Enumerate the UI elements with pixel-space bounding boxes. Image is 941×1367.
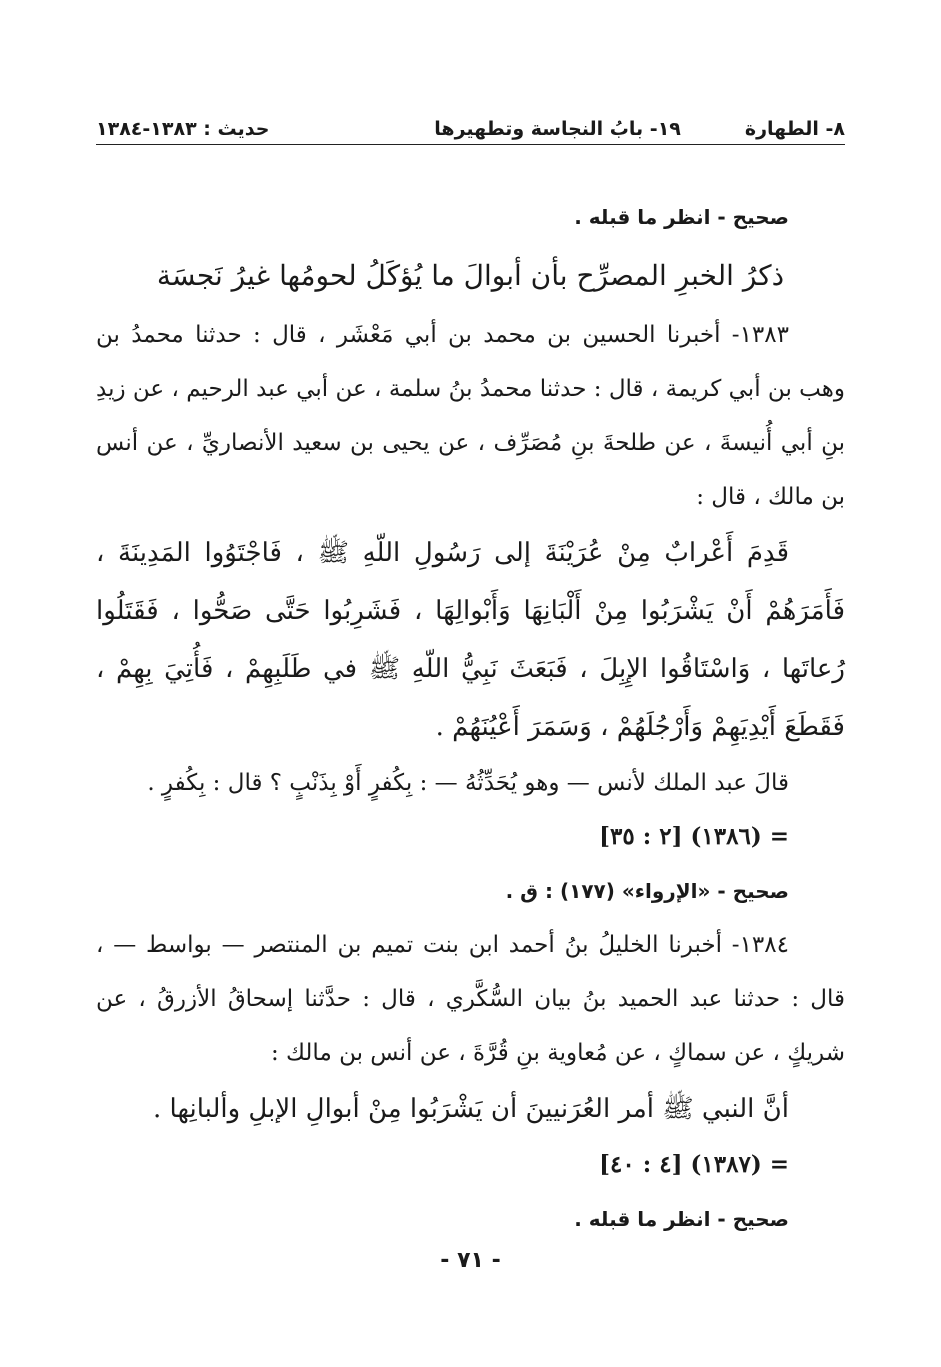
hadith-1384-isnad: ١٣٨٤- أخبرنا الخليلُ بنُ أحمد ابن بنت تميم بن المنتصر — بواسط — ، قال : حدثنا عبد الحميد بنُ بيان السُّكَّري ، قال : حدَّثنا إسحاقُ الأزرقُ ، عن شريكٍ ، عن سماكٍ ، عن مُعاوية بنِ قُرَّةَ ، عن أنس بن مالك : (96, 932, 845, 1066)
hadith-1383-isnad: ١٣٨٣- أخبرنا الحسين بن محمد بن أبي مَعْشَر ، قال : حدثنا محمدُ بن وهب بن أبي كريمة ، قال : حدثنا محمدُ بنُ سلمة ، عن أبي عبد الرحيم ، عن زيدِ بنِ أبي أُنيسةَ ، عن طلحةَ بنِ مُصَرِّف ، عن يحيى بن سعيد الأنصاريِّ ، عن أنس بن مالك ، قال : (96, 322, 845, 510)
hadith-1384-matn: أنَّ النبي ﷺ أمر العُرَنيينَ أن يَشْرَبُوا مِنْ أبوالِ الإبلِ وألبانِها . (153, 1094, 789, 1124)
hadith-1383-grade: صحيح - «الإرواء» (١٧٧) : ق . (505, 879, 789, 903)
page-content (96, 190, 845, 1246)
hadith-1383-note: قالَ عبد الملك لأنس — وهو يُحَدِّثُهُ — : بِكُفرٍ أَوْ بِذَنْبٍ ؟ قال : بِكُفرٍ . (147, 770, 789, 796)
running-header (96, 100, 845, 140)
hadith-1384-grade: صحيح - انظر ما قبله . (574, 1207, 789, 1231)
section-title: ذكرُ الخبرِ المصرِّح بأن أبوالَ ما يُؤكَلُ لحومُها غيرُ نَجسَة (156, 259, 785, 292)
page-number: - ٧١ - (440, 1248, 501, 1273)
header-chapter: ٨- الطهارة (744, 118, 845, 140)
hadith-1383-matn: قَدِمَ أَعْرابٌ مِنْ عُرَيْنَةَ إلى رَسُولِ اللّهِ ﷺ ، فَاجْتَوُوا المَدِينَةَ ، فَأَمَرَهُمْ أَنْ يَشْرَبُوا مِنْ أَلْبَانِهَا وَأَبْوالِهَا ، فَشَرِبُوا حَتَّى صَحُّوا ، فَقَتَلُوا رُعاتَها ، وَاسْتَاقُوا الإِبِلَ ، فَبَعَثَ نَبِيُّ اللّهِ ﷺ في طَلَبِهِمْ ، فَأُتِيَ بِهِمْ ، فَقَطَعَ أَيْدِيَهِمْ وَأَرْجُلَهُمْ ، وَسَمَرَ أَعْيُنَهُمْ . (96, 538, 845, 742)
header-hadith-range: حديث : ١٣٨٣-١٣٨٤ (96, 118, 270, 140)
header-section: ١٩- بابُ النجاسة وتطهيرها (434, 118, 681, 140)
hadith-1383-cross-ref: = (١٣٨٦) [٢ : ٣٥] (599, 823, 789, 850)
header-divider (96, 144, 845, 145)
hadith-1384-cross-ref: = (١٣٨٧) [٤ : ٤٠] (599, 1151, 789, 1178)
header-right-group (434, 118, 845, 140)
grade-top: صحيح - انظر ما قبله . (574, 205, 789, 229)
